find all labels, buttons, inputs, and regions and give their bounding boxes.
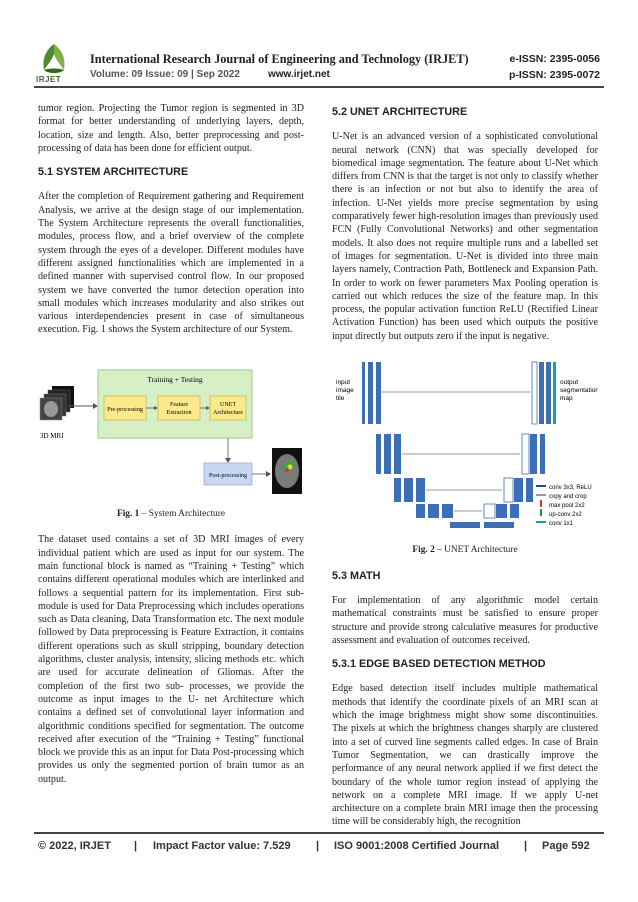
unet-box: [210, 396, 246, 420]
feature-map: [546, 362, 551, 424]
output-label: map: [560, 395, 573, 403]
mri-stack-icon: [40, 386, 74, 420]
feature-map: [526, 478, 533, 502]
right-column: [332, 102, 598, 840]
figure-1: [38, 348, 304, 522]
feature-map: [510, 504, 519, 518]
footer-separator: |: [316, 840, 320, 852]
unet-label-1: UNET: [220, 401, 236, 408]
unet-label-2: Architecture: [213, 409, 243, 416]
input-label: image: [336, 387, 354, 395]
journal-url[interactable]: www.irjet.net: [268, 69, 330, 80]
footer-separator: |: [524, 840, 528, 852]
training-label: Training + Testing: [147, 374, 203, 384]
left-column: [38, 102, 304, 797]
paragraph: Edge based detection itself includes multiple mathematical methods that identify the coordinate pixels of an MRI scan at which the image brightness might show some discontinuities. The pixels at which the brightness changes sharply are clustered into a set of curved line segments called edges. In case of Brain Tumor Segmentation, we can drastically improve the performance of any neural network applied if we first detect the boundary of the whole tumor region instead of applying the network on a complete MRI image. If we apply U-net architecture on a complete brain MRI image then the processing time will be considerably high, the recognition: [332, 683, 598, 828]
input-label: tile: [336, 395, 345, 403]
footer-page: Page 592: [542, 840, 590, 852]
mri-label: 3D MRI: [40, 431, 64, 440]
feature-map: [504, 478, 513, 502]
section-heading: 5.3 MATH: [332, 569, 381, 582]
feature-map: [384, 434, 391, 474]
feature-map: [404, 478, 413, 502]
feature-map: [496, 504, 507, 518]
feature-map: [376, 362, 381, 424]
paragraph: U-Net is an advanced version of a sophisticated convolutional neural network (CNN) that was specially developed for biomedical image segmentation. The feature about U-Net which differs from CNN is that the target is not only to classify whether there is an infection or not but also to identify the area of infection. U-Net yields more precise segmentation by using comparatively fewer high-resolution images than previously used FCN (Fully Convolutional Networks) and other segmentation models. It also does not require multiple runs and a labelled set of images for segmentation. U-Net is divided into three main layers namely, Contraction Path, Bottleneck and Expansion Path. In order to work on fewer parameters Max Pooling operation is carried out which reduces the size of the feature map. In this process, the popular activation function ReLU (Rectified Linear Activation Function) has been used which outputs the positive input directly but outputs zero if the input is negative.: [332, 131, 598, 342]
feature-extraction-box: [158, 396, 200, 420]
volume-issue: Volume: 09 Issue: 09 | Sep 2022: [90, 69, 240, 80]
paragraph: After the completion of Requirement gathering and Requirement Analysis, we arrive at the design stage of our implementation. The System Architecture represents the overall functionalities, modules, process flow, and a brief overview of the complete system through the eyes of a developer. Different modules have different assigned functionalities which are implemented in a defined manner with supervised control flow. In our proposed system we have converted the tumor detection operation into small modules which increases modularity and also strikes out various interdependencies present in case of simultaneous execution. Fig. 1 shows the System architecture of our System.: [38, 191, 304, 336]
logo-text: IRJET: [36, 75, 62, 84]
legend-label: conv 3x3, ReLU: [549, 485, 592, 492]
feature-map: [362, 362, 365, 424]
feature-map: [484, 522, 514, 528]
figure-2-caption: Fig. 2 – UNET Architecture: [412, 545, 518, 556]
paragraph: For implementation of any algorithmic model certain mathematical constraints must be satisfied to ensure proper structure and provide strong calculative measures for productive assessment and evaluation of outcomes received.: [332, 594, 598, 646]
feature-map: [428, 504, 439, 518]
legend-label: conv 1x1: [549, 521, 574, 528]
pissn: p-ISSN: 2395-0072: [508, 69, 600, 81]
feature-map: [368, 362, 373, 424]
feature-map: [532, 362, 537, 424]
postprocessing-label: Post-processing: [209, 472, 247, 479]
feature-map: [416, 504, 425, 518]
feature-map: [539, 362, 544, 424]
legend-label: up-conv 2x2: [549, 512, 582, 519]
feature-map: [416, 478, 425, 502]
feature-map: [540, 434, 545, 474]
section-heading: 5.2 UNET ARCHITECTURE: [332, 106, 468, 118]
feature-map: [484, 504, 495, 518]
footer-copyright: © 2022, IRJET: [38, 840, 111, 852]
figure-1-caption: Fig. 1 – System Architecture: [116, 509, 226, 520]
preprocessing-label: Pre-processing: [107, 406, 143, 413]
input-label: input: [336, 379, 351, 387]
feature-label-1: Feature: [170, 401, 188, 408]
feature-map: [394, 478, 401, 502]
legend-label: max pool 2x2: [549, 503, 585, 510]
feature-map: [514, 478, 523, 502]
section-heading: 5.1 SYSTEM ARCHITECTURE: [38, 166, 189, 179]
feature-label-2: Extraction: [166, 409, 192, 416]
legend-label: copy and crop: [549, 494, 587, 501]
legend: [536, 485, 592, 527]
feature-map: [553, 362, 556, 424]
output-label: segmentation: [560, 387, 598, 395]
journal-title: International Research Journal of Engineering and Technology (IRJET): [90, 52, 469, 66]
header-rule: [34, 86, 604, 88]
footer-iso: ISO 9001:2008 Certified Journal: [334, 840, 500, 852]
feature-map: [376, 434, 381, 474]
eissn: e-ISSN: 2395-0056: [509, 53, 600, 65]
footer-impact: Impact Factor value: 7.529: [153, 840, 291, 852]
figure-2: [332, 354, 598, 558]
feature-map: [450, 522, 480, 528]
paragraph: The dataset used contains a set of 3D MRI images of every individual patient which are used as input for our system. The main functional block is named as “Training + Testing” which contains different operational modules which are interlinked and follows a sequential pattern for its implementation. First sub-module is used for Data Preprocessing which includes operations such as Data cleaning, Data Transformation etc. The next module followed by Data preprocessing is Feature Extraction, it contains different operations such as skull stripping, boundary detection algorithms, cluster analysis, intensity, slicing methods etc. which are used for accurate delineation of Gliomas. After the completion of the first two sub- processes, we provide the outcome as input images to the U- net Architecture which contains a defined set of convolutional layer information and algorithmic conditions specified for segmentation. The outcome received after execution of the “Training + Testing” functional block we provide this as an input for Data Post-processing which provides us only the segmented portion of brain tumor as an output.: [38, 534, 304, 785]
segmented-brain-icon: [272, 448, 302, 494]
feature-map: [394, 434, 401, 474]
footer-rule: [34, 832, 604, 834]
feature-map: [530, 434, 537, 474]
page-header: [0, 0, 638, 90]
footer-separator: |: [134, 840, 138, 852]
system-architecture-diagram: [38, 348, 304, 498]
paragraph: tumor region. Projecting the Tumor region is segmented in 3D format for better understanding of underlying layers, depth, location, size and length. Also, better preprocessing and post-processing of data has been done for efficient output.: [38, 103, 304, 154]
section-heading: 5.3.1 EDGE BASED DETECTION METHOD: [332, 658, 546, 671]
output-label: output: [560, 379, 579, 387]
feature-map: [522, 434, 529, 474]
unet-diagram: [332, 354, 598, 534]
feature-map: [442, 504, 453, 518]
